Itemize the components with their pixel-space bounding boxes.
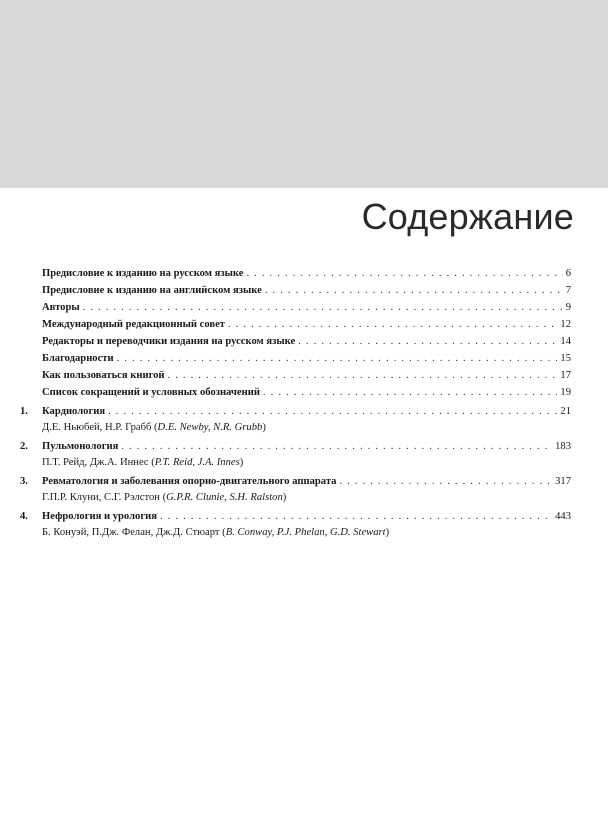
toc-chapter-nephrology[interactable] <box>20 511 571 545</box>
header-band <box>0 0 608 188</box>
toc-entry-abbreviations[interactable] <box>42 387 571 403</box>
chapter-authors: Б. Конуэй, П.Дж. Фелан, Дж.Д. Стюарт (B. Conway, P.J. Phelan, G.D. Stewart) <box>42 527 390 538</box>
leader-dots <box>121 441 552 452</box>
page-title: Содержание <box>361 196 574 237</box>
toc-entry-label: Список сокращений и условных обозначений <box>42 387 260 398</box>
toc-entry-page: 19 <box>560 387 571 398</box>
toc-entry-page: 17 <box>560 370 571 381</box>
chapter-number: 2. <box>20 441 28 452</box>
toc-entry-page: 14 <box>560 336 571 347</box>
toc-entry-label: Как пользоваться книгой <box>42 370 165 381</box>
toc-entry-page: 15 <box>560 353 571 364</box>
toc-entry-editorial-board[interactable] <box>42 319 571 335</box>
toc-entry-label: Предисловие к изданию на русском языке <box>42 268 244 279</box>
toc-chapter-pulmonology[interactable] <box>20 441 571 475</box>
leader-dots <box>83 302 563 313</box>
chapter-page: 183 <box>555 441 571 452</box>
leader-dots <box>298 336 557 347</box>
chapter-title: Нефрология и урология <box>42 511 157 522</box>
chapter-title: Ревматология и заболевания опорно-двигательного аппарата <box>42 476 337 487</box>
leader-dots <box>246 268 562 279</box>
leader-dots <box>168 370 558 381</box>
toc-entry-page: 6 <box>565 268 571 279</box>
toc-entry-label: Международный редакционный совет <box>42 319 225 330</box>
leader-dots <box>160 511 552 522</box>
toc-entry-page: 7 <box>565 285 571 296</box>
leader-dots <box>117 353 558 364</box>
toc-entry-label: Редакторы и переводчики издания на русском языке <box>42 336 296 347</box>
chapter-page: 443 <box>555 511 571 522</box>
chapter-number: 1. <box>20 406 28 417</box>
toc-entry-label: Предисловие к изданию на английском языке <box>42 285 262 296</box>
chapter-title: Кардиология <box>42 406 106 417</box>
toc-entry-label: Авторы <box>42 302 80 313</box>
chapter-title: Пульмонология <box>42 441 119 452</box>
leader-dots <box>228 319 557 330</box>
toc-entry-preface-en[interactable] <box>42 285 571 301</box>
chapter-authors: Г.П.Р. Клуни, С.Г. Рэлстон (G.P.R. Clunie, S.H. Ralston) <box>42 492 287 503</box>
toc-entry-authors[interactable] <box>42 302 571 318</box>
leader-dots <box>339 476 552 487</box>
toc-entry-editors-translators[interactable] <box>42 336 571 352</box>
toc-entry-label: Благодарности <box>42 353 114 364</box>
toc-entry-how-to-use[interactable] <box>42 370 571 386</box>
toc-chapter-rheumatology[interactable] <box>20 476 571 510</box>
chapter-number: 3. <box>20 476 28 487</box>
chapter-number: 4. <box>20 511 28 522</box>
toc-entry-acknowledgements[interactable] <box>42 353 571 369</box>
chapter-page: 317 <box>555 476 571 487</box>
toc-entry-page: 12 <box>560 319 571 330</box>
leader-dots <box>265 285 563 296</box>
chapter-authors: П.Т. Рейд, Дж.А. Иннес (P.T. Reid, J.A. Innes) <box>42 457 244 468</box>
chapter-authors: Д.Е. Ньюбей, Н.Р. Грабб (D.E. Newby, N.R. Grubb) <box>42 422 266 433</box>
leader-dots <box>108 406 557 417</box>
toc-entry-preface-ru[interactable] <box>42 268 571 284</box>
leader-dots <box>263 387 557 398</box>
chapter-page: 21 <box>560 406 571 417</box>
toc-entry-page: 9 <box>565 302 571 313</box>
toc-chapter-cardiology[interactable] <box>20 406 571 440</box>
